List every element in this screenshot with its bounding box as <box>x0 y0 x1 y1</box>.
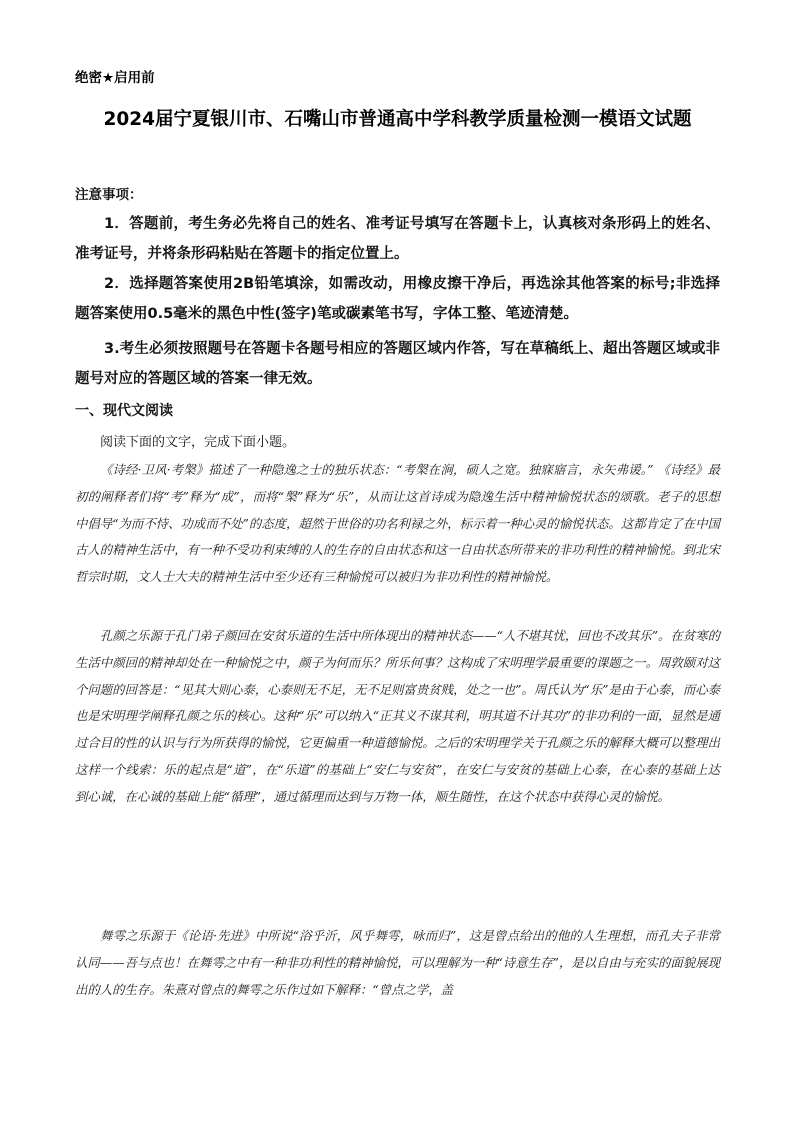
page-title: 2024届宁夏银川市、石嘴山市普通高中学科教学质量检测一模语文试题 <box>103 109 692 130</box>
passage-paragraph: 舞雩之乐源于《论语·先进》中所说“浴乎沂，风乎舞雩，咏而归”，这是曾点给出的他的人生理想，而孔夫子非常认同——吾与点也！在舞雩之中有一种非功利性的精神愉悦，可以理解为一种“诗意生存”，是以自由与充实的面貌展现出的人的生存。朱熹对曾点的舞雩之乐作过如下解释：“曾点之学，盖 <box>75 928 720 997</box>
passage-paragraph: 《诗经·卫风·考槃》描述了一种隐逸之士的独乐状态：“考槃在涧，硕人之宽。独寐寤言，永矢弗谖。” 《诗经》最初的阐释者们将“考”释为“成”，而将“槃”释为“乐”，从而让这首诗成为隐逸生活中精神愉悦状态的颂歌。老子的思想中倡导“为而不恃、功成而不处”的态度，超然于世俗的功名利禄之外，标示着一种心灵的愉悦状态。这都肯定了在中国古人的精神生活中，有一种不受功利束缚的人的生存的自由状态和这一自由状态所带来的非功利性的精神愉悦。到北宋哲宗时期，文人士大夫的精神生活中至少还有三种愉悦可以被归为非功利性的精神愉悦。 <box>75 462 720 585</box>
section-instruction: 阅读下面的文字，完成下面小题。 <box>100 435 296 450</box>
section-heading: 一、现代文阅读 <box>75 403 173 419</box>
notice-item: 3.考生必须按照题号在答题卡各题号相应的答题区域内作答，写在草稿纸上、超出答题区域或非题号对应的答题区域的答案一律无效。 <box>75 341 720 387</box>
notice-item: 2．选择题答案使用2B铅笔填涂，如需改动，用橡皮擦干净后，再选涂其他答案的标号;非选择题答案使用0.5毫米的黑色中性(签字)笔或碳素笔书写，字体工整、笔迹清楚。 <box>75 276 720 322</box>
confidential-mark: 绝密★启用前 <box>75 70 155 86</box>
notice-item: 1．答题前，考生务必先将自己的姓名、准考证号填写在答题卡上，认真核对条形码上的姓名、准考证号，并将条形码粘贴在答题卡的指定位置上。 <box>75 216 720 262</box>
notice-heading: 注意事项： <box>75 187 143 203</box>
passage-paragraph: 孔颜之乐源于孔门弟子颜回在安贫乐道的生活中所体现出的精神状态——“人不堪其忧，回也不改其乐”。在贫寒的生活中颜回的精神却处在一种愉悦之中，颜子为何而乐？所乐何事？这构成了宋明理学最重要的课题之一。周敦颐对这个问题的回答是：“见其大则心泰，心泰则无不足，无不足则富贵贫贱，处之一也”。周氏认为“乐”是由于心泰，而心泰也是宋明理学阐释孔颜之乐的核心。这种“乐”可以纳入“正其义不谋其利，明其道不计其功”的非功利的一面，显然是通过合目的性的认识与行为所获得的愉悦，它更偏重一种道德愉悦。之后的宋明理学关于孔颜之乐的解释大概可以整理出这样一个线索：乐的起点是“道”，在“乐道”的基础上“安仁与安贫”，在安仁与安贫的基础上心泰，在心泰的基础上达到心诚，在心诚的基础上能“循理”，通过循理而达到与万物一体，顺生随性，在这个状态中获得心灵的愉悦。 <box>75 628 720 804</box>
